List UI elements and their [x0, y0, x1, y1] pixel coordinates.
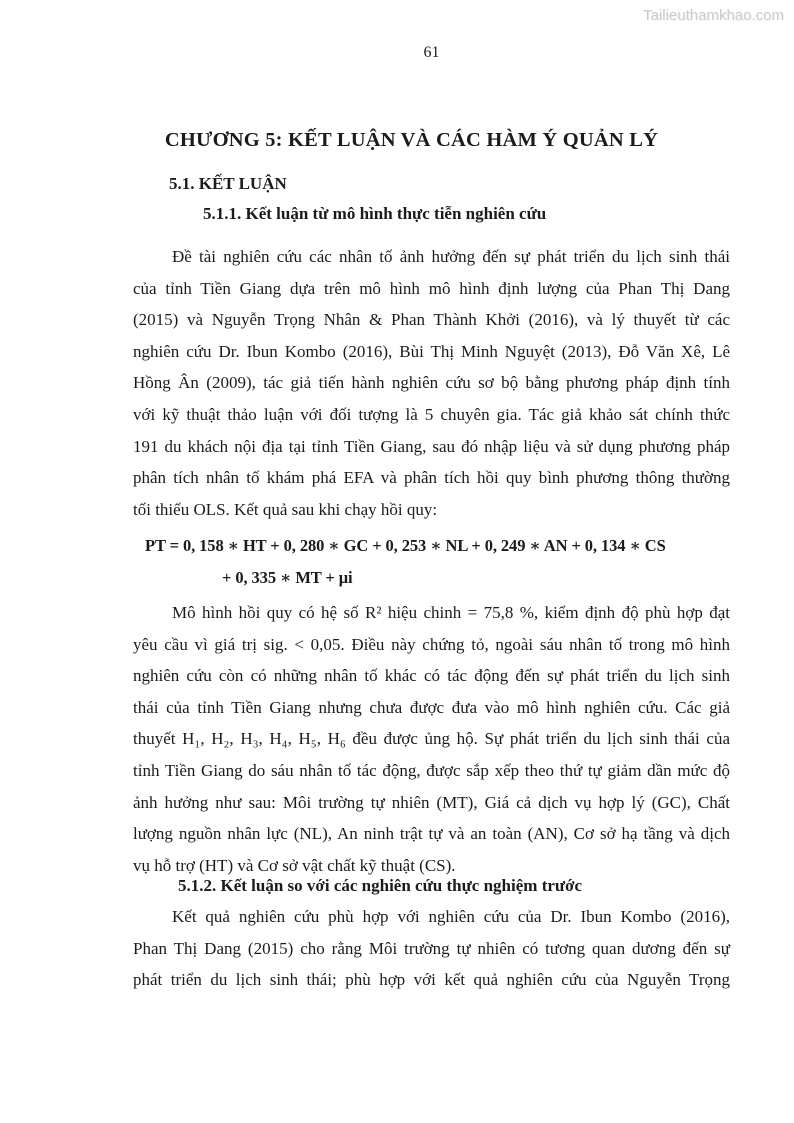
- text-line: nghiên cứu còn có những nhân tố khác có tác động đến sự phát triển du lịch sinh: [133, 666, 730, 686]
- equation-line-2: + 0, 335 ∗ MT + μi: [222, 568, 353, 587]
- text-line: của tỉnh Tiền Giang dựa trên mô hình mô hình định lượng của Phan Thị Dang: [133, 278, 730, 298]
- section-heading-5-1-1: 5.1.1. Kết luận từ mô hình thực tiễn nghiên cứu: [203, 204, 547, 223]
- text-line: phát triển du lịch sinh thái; phù hợp với kết quả nghiên cứu của Nguyễn Trọng: [133, 970, 730, 990]
- text-line: Đề tài nghiên cứu các nhân tố ảnh hưởng đến sự phát triển du lịch sinh thái: [172, 247, 730, 266]
- paragraph-intro: [133, 241, 730, 525]
- paragraph-comparison: [133, 901, 730, 996]
- text-line: tỉnh Tiền Giang do sáu nhân tố tác động, được sắp xếp theo thứ tự giảm dần mức độ: [133, 760, 730, 780]
- text-line: phân tích nhân tố khám phá EFA và phân tích hồi quy bình phương thông thường: [133, 468, 730, 488]
- text-line: (2015) và Nguyễn Trọng Nhân & Phan Thành Khởi (2016), và lý thuyết từ các: [133, 310, 730, 330]
- section-heading-5-1: 5.1. KẾT LUẬN: [169, 174, 287, 193]
- text-line: thuyết H₁, H₂, H₃, H₄, H₅, H₆ đều được ủng hộ. Sự phát triển du lịch sinh thái của: [133, 729, 730, 749]
- text-line: Hồng Ân (2009), tác giả tiến hành nghiên cứu sơ bộ bằng phương pháp định tính: [133, 373, 730, 393]
- text-line: ảnh hưởng như sau: Môi trường tự nhiên (MT), Giá cả dịch vụ hợp lý (GC), Chất: [133, 792, 730, 812]
- section-heading-5-1-2: 5.1.2. Kết luận so với các nghiên cứu thực nghiệm trước: [178, 876, 583, 895]
- regression-equation: [133, 530, 730, 594]
- text-line: Kết quả nghiên cứu phù hợp với nghiên cứu của Dr. Ibun Kombo (2016),: [172, 907, 730, 926]
- text-line: vụ hỗ trợ (HT) và Cơ sở vật chất kỹ thuật (CS).: [133, 855, 456, 875]
- page-number: 61: [423, 44, 440, 61]
- paragraph-model-results: [133, 597, 730, 881]
- text-line: Mô hình hồi quy có hệ số R² hiệu chinh = 75,8 %, kiểm định độ phù hợp đạt: [172, 603, 730, 622]
- text-line: tối thiểu OLS. Kết quả sau khi chạy hồi quy:: [133, 499, 438, 519]
- text-line: yêu cầu vì giá trị sig. < 0,05. Điều này chứng tỏ, ngoài sáu nhân tố trong mô hình: [133, 634, 730, 654]
- watermark: Tailieuthamkhao.com: [643, 7, 784, 24]
- text-line: thái của tỉnh Tiền Giang nhưng chưa được đưa vào mô hình nghiên cứu. Các giả: [133, 697, 730, 717]
- text-line: Phan Thị Dang (2015) cho rằng Môi trường tự nhiên có tương quan dương đến sự: [133, 938, 730, 958]
- equation-line-1: PT = 0, 158 ∗ HT + 0, 280 ∗ GC + 0, 253 ∗ NL + 0, 249 ∗ AN + 0, 134 ∗ CS: [145, 536, 666, 555]
- text-line: 191 du khách nội địa tại tỉnh Tiền Giang, sau đó nhập liệu và sử dụng phương pháp: [133, 436, 730, 456]
- text-line: nghiên cứu Dr. Ibun Kombo (2016), Bùi Thị Minh Nguyệt (2013), Đỗ Văn Xê, Lê: [133, 341, 730, 361]
- text-line: lượng nguồn nhân lực (NL), An ninh trật tự và an toàn (AN), Cơ sở hạ tầng và dịch: [133, 824, 730, 844]
- text-line: với kỹ thuật thảo luận với đối tượng là 5 chuyên gia. Tác giả khảo sát chính thức: [133, 404, 730, 424]
- chapter-title: CHƯƠNG 5: KẾT LUẬN VÀ CÁC HÀM Ý QUẢN LÝ: [164, 129, 659, 151]
